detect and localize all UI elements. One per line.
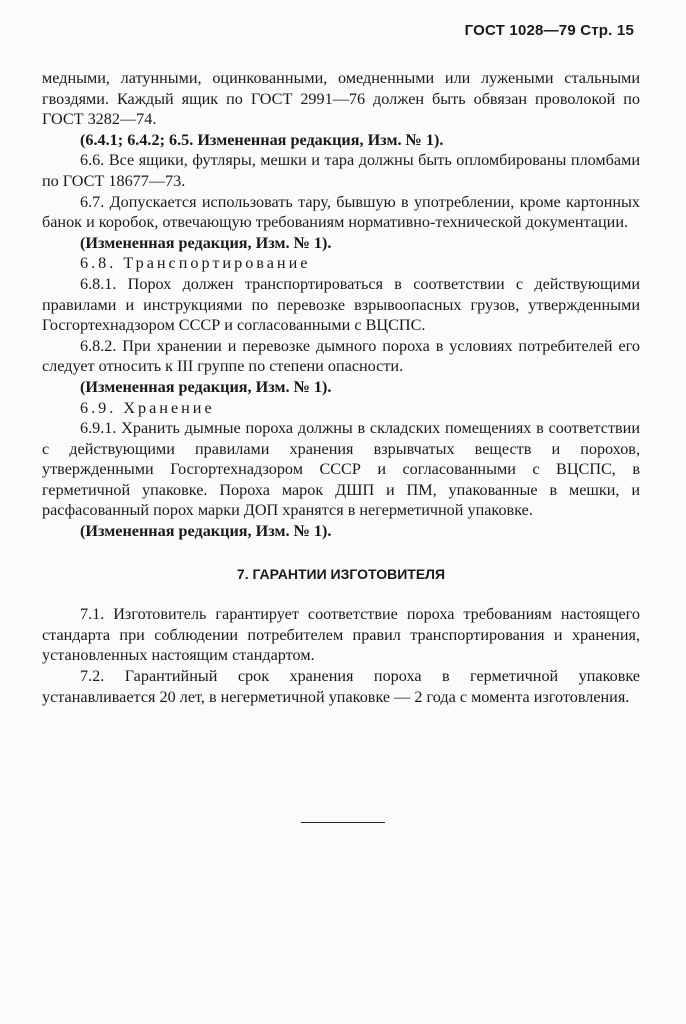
document-body — [42, 68, 640, 707]
section-7-heading: 7. ГАРАНТИИ ИЗГОТОВИТЕЛЯ — [236, 565, 446, 582]
revision-note: (Измененная редакция, Изм. № 1). — [80, 522, 332, 541]
paragraph-7-2: 7.2. Гарантийный срок хранения пороха в герметичной упаковке устанавливается 20 лет, в негерметичной упаковке — 2 года с момента изготовления. — [42, 667, 640, 706]
subsection-6-8-title: 6.8. Транспортирование — [80, 254, 311, 273]
paragraph-7-1: 7.1. Изготовитель гарантирует соответствие пороха требованиям настоящего стандарта при соблюдении потребителем правил транспортирования и хранения, установленных настоящим стандартом. — [42, 605, 640, 665]
paragraph-nails: медными, латунными, оцинкованными, омедненными или лужеными стальными гвоздями. Каждый ящик по ГОСТ 2991—76 должен быть обвязан проволокой по ГОСТ 3282—74. — [42, 69, 640, 129]
paragraph-6-8-1: 6.8.1. Порох должен транспортироваться в соответствии с действующими правилами и инструкциями по перевозке взрывоопасных грузов, утвержденными Госгортехнадзором СССР и согласованными с ВЦСПС. — [42, 274, 640, 335]
subsection-6-9-title: 6.9. Хранение — [80, 398, 215, 417]
paragraph-6-9-1: 6.9.1. Хранить дымные пороха должны в складских помещениях в соответствии с действующими правилами хранения взрывчатых веществ и порохов, утвержденными Госгортехнадзором СССР и согласованными с ВЦСПС, в герметичной упаковке. Пороха марок ДШП и ПМ, упакованные в мешки, и расфасованный порох марки ДОП хранятся в негерметичной упаковке. — [42, 419, 640, 520]
revision-note: (Измененная редакция, Изм. № 1). — [80, 377, 332, 396]
paragraph-6-8-2: 6.8.2. При хранении и перевозке дымного пороха в условиях потребителей его следует относить к III группе по степени опасности. — [42, 336, 640, 376]
revision-note: (6.4.1; 6.4.2; 6.5. Измененная редакция, Изм. № 1). — [80, 130, 444, 149]
end-divider — [301, 822, 385, 823]
paragraph-6-6: 6.6. Все ящики, футляры, мешки и тара должны быть опломбированы пломбами по ГОСТ 18677—73. — [42, 151, 640, 190]
paragraph-6-7: 6.7. Допускается использовать тару, бывшую в употреблении, кроме картонных банок и коробок, отвечающую требованиям нормативно-технической документации. — [42, 192, 640, 232]
revision-note: (Измененная редакция, Изм. № 1). — [80, 233, 332, 252]
page-header: ГОСТ 1028—79 Стр. 15 — [464, 22, 634, 39]
